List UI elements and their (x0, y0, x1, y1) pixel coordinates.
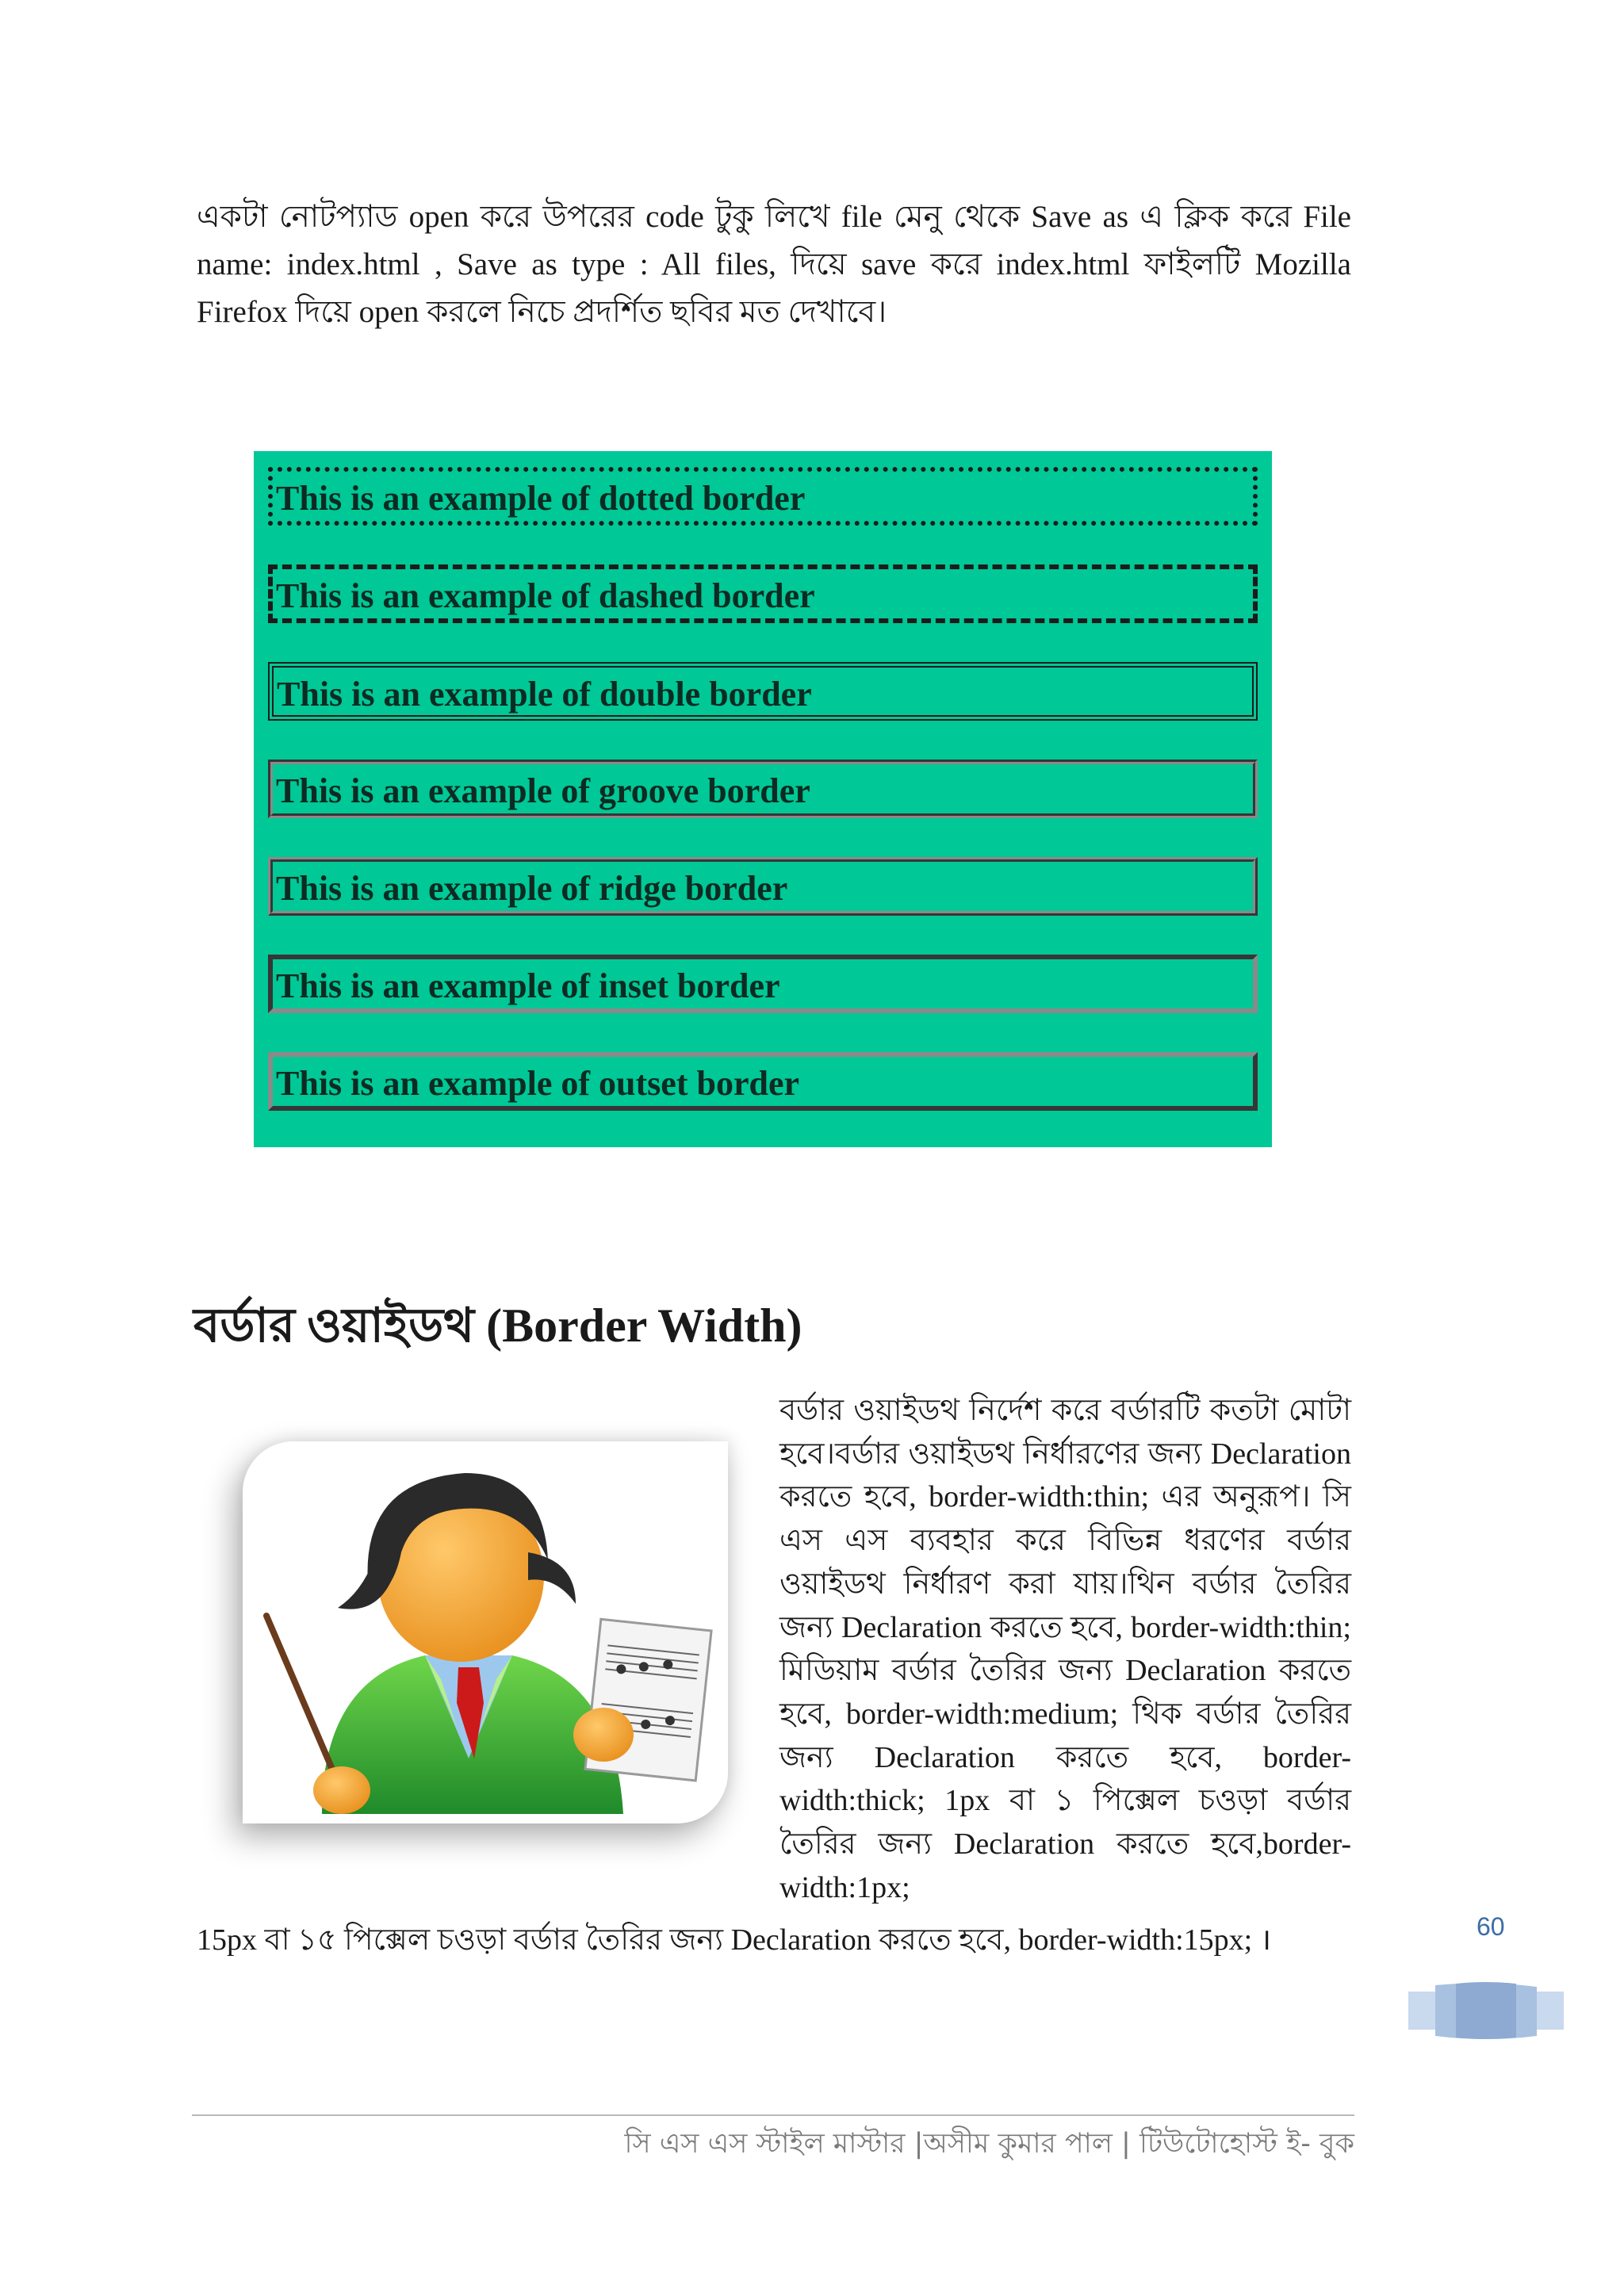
double-border-box: This is an example of double border (268, 662, 1258, 721)
intro-paragraph: একটা নোটপ্যাড open করে উপরের code টুকু লিখে file মেনু থেকে Save as এ ক্লিক করে File name: index.html , Save as type : All files, দিয়ে save করে index.html ফাইলটি Mozilla Firefox দিয়ে open করলে নিচে প্রদর্শিত ছবির মত দেখাবে। (197, 200, 1351, 329)
border-width-last-line: 15px বা ১৫ পিক্সেল চওড়া বর্ডার তৈরির জন্য Declaration করতে হবে, border-width:15px; । (197, 1923, 1272, 1957)
footer-text: সি এস এস স্টাইল মাস্টার |অসীম কুমার পাল | টিউটোহোস্ট ই- বুক (624, 2128, 1354, 2160)
dashed-border-box: This is an example of dashed border (268, 564, 1258, 623)
border-styles-demo (254, 451, 1272, 1147)
outset-border-box: This is an example of outset border (268, 1052, 1258, 1111)
section-heading: বর্ডার ওয়াইডথ (Border Width) (193, 1299, 802, 1352)
groove-border-box: This is an example of groove border (268, 760, 1258, 818)
dotted-border-box: This is an example of dotted border (268, 467, 1258, 526)
teacher-illustration (243, 1441, 728, 1823)
teacher-with-music-sheet-icon (243, 1441, 728, 1823)
page-ribbon-decoration (1408, 1980, 1564, 2041)
inset-border-box: This is an example of inset border (268, 955, 1258, 1013)
ridge-border-box: This is an example of ridge border (268, 857, 1258, 916)
footer-rule (192, 2114, 1354, 2116)
border-width-paragraph: বর্ডার ওয়াইডথ নির্দেশ করে বর্ডারটি কতটা মোটা হবে।বর্ডার ওয়াইডথ নির্ধারণের জন্য Declaration করতে হবে, border-width:thin; এর অনুরূপ। সি এস এস ব্যবহার করে বিভিন্ন ধরণের বর্ডার ওয়াইডথ নির্ধারণ করা যায়।থিন বর্ডার তৈরির জন্য Declaration করতে হবে, border-width:thin; মিডিয়াম বর্ডার তৈরির জন্য Declaration করতে হবে, border-width:medium; থিক বর্ডার তৈরির জন্য Declaration করতে হবে, border-width:thick; 1px বা ১ পিক্সেল চওড়া বর্ডার তৈরির জন্য Declaration করতে হবে,border-width:1px; (779, 1394, 1351, 1904)
page-number: 60 (1477, 1912, 1505, 1941)
